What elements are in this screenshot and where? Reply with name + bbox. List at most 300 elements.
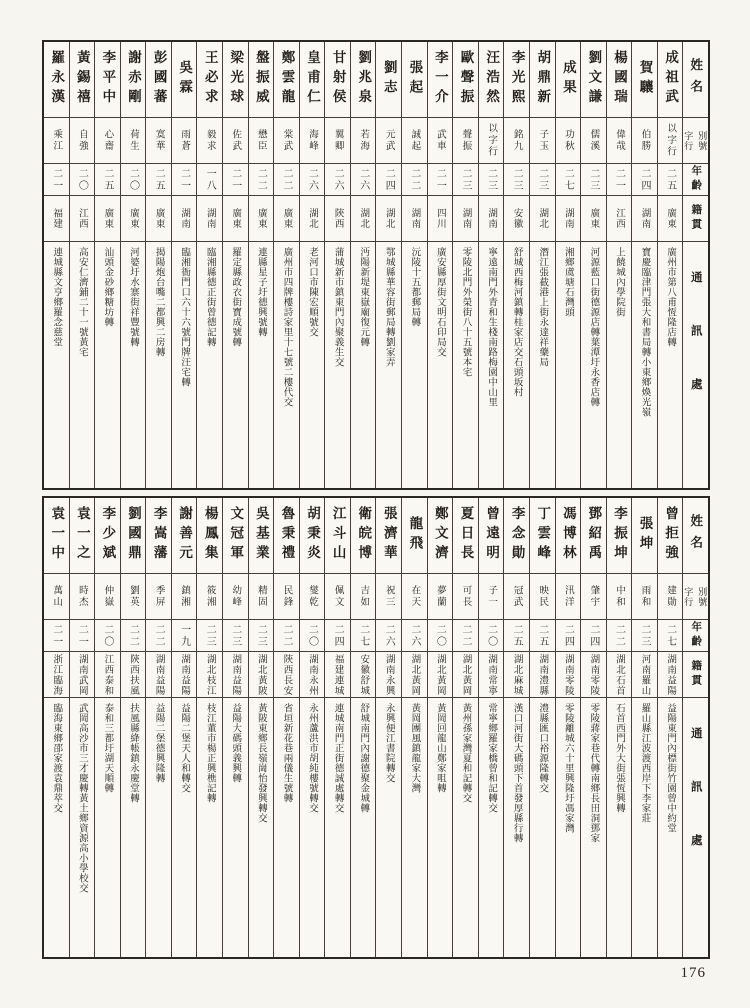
- alias-cell: [581, 118, 606, 164]
- person-address: 臨湘衙門口六十六號門牌汪宅轉: [179, 247, 190, 387]
- origin-cell: [581, 196, 606, 242]
- page-number: 176: [680, 965, 706, 981]
- name-cell: [402, 42, 427, 118]
- age-cell: [402, 164, 427, 196]
- person-name: 王必求: [202, 50, 218, 109]
- person-alias: 子玉: [537, 129, 548, 152]
- age-cell: [556, 620, 581, 652]
- person-alias: 鎮湘: [179, 585, 190, 608]
- name-cell: [556, 42, 581, 118]
- person-address: 揭陽炮台嘴二都興二房轉: [153, 247, 164, 357]
- name-cell: [146, 42, 171, 118]
- person-origin: 安徽: [511, 208, 522, 229]
- name-cell: [300, 42, 325, 118]
- person-origin: 廣東: [255, 208, 266, 229]
- origin-cell: [376, 196, 401, 242]
- origin-cell: [632, 196, 657, 242]
- address-cell: [249, 242, 274, 488]
- name-cell: [146, 498, 171, 574]
- alias-cell: [479, 118, 504, 164]
- header-courtesy-label: 字行: [683, 130, 694, 151]
- header-address-cell: [683, 698, 708, 957]
- directory-column: [120, 42, 146, 488]
- directory-table-1: [42, 40, 710, 490]
- directory-column: [503, 42, 529, 488]
- directory-column: [555, 498, 581, 957]
- alias-cell: [607, 574, 632, 620]
- alias-cell: [607, 118, 632, 164]
- address-cell: [197, 698, 222, 957]
- directory-column: [248, 498, 274, 957]
- origin-cell: [172, 196, 197, 242]
- alias-cell: [453, 574, 478, 620]
- person-alias: 冠武: [511, 585, 522, 608]
- directory-column: [222, 498, 248, 957]
- person-address: 老河口市陳宏順號交: [307, 247, 318, 337]
- person-origin: 湖南零陵: [562, 653, 573, 696]
- person-name: 袁一中: [49, 506, 65, 565]
- name-cell: [44, 498, 69, 574]
- origin-cell: [300, 196, 325, 242]
- person-name: 吳基業: [253, 506, 269, 565]
- name-cell: [95, 498, 120, 574]
- origin-cell: [556, 196, 581, 242]
- age-cell: [44, 164, 69, 196]
- name-cell: [249, 498, 274, 574]
- origin-cell: [556, 652, 581, 698]
- person-name: 成祖武: [663, 50, 679, 109]
- name-cell: [453, 42, 478, 118]
- person-alias: 筱湘: [204, 585, 215, 608]
- alias-cell: [351, 118, 376, 164]
- address-cell: [223, 698, 248, 957]
- header-origin-cell: [683, 196, 708, 242]
- person-origin: 湖北: [537, 208, 548, 229]
- age-cell: [351, 164, 376, 196]
- directory-column: [606, 42, 632, 488]
- person-origin: 湖北黃岡: [460, 653, 471, 696]
- person-alias: 中和: [613, 585, 624, 608]
- address-cell: [556, 242, 581, 488]
- header-name-cell: [683, 498, 708, 574]
- person-name: 汪浩然: [484, 50, 500, 109]
- directory-column: [120, 498, 146, 957]
- header-alias-label: 別號: [697, 130, 708, 151]
- origin-cell: [325, 196, 350, 242]
- person-name: 丁雲峰: [535, 506, 551, 565]
- person-origin: 安徽舒城: [358, 653, 369, 696]
- person-address: 蒲城新市鎮東門內聚義生交: [332, 247, 343, 367]
- age-cell: [274, 620, 299, 652]
- directory-column: [69, 498, 95, 957]
- person-name: 李平中: [100, 50, 116, 109]
- directory-column: [44, 42, 69, 488]
- alias-cell: [453, 118, 478, 164]
- alias-cell: [530, 574, 555, 620]
- address-cell: [325, 698, 350, 957]
- age-cell: [300, 164, 325, 196]
- person-age: 二五: [153, 167, 165, 192]
- person-name: 劉國鼎: [125, 506, 141, 565]
- person-address: 臨湘縣德正街曾德記轉: [204, 247, 215, 347]
- directory-column: [401, 498, 427, 957]
- directory-column: [324, 498, 350, 957]
- alias-cell: [146, 574, 171, 620]
- header-name-label: 姓名: [688, 58, 703, 101]
- address-cell: [146, 242, 171, 488]
- person-name: 魯秉禮: [279, 506, 295, 565]
- header-alias-cell: [683, 574, 708, 620]
- person-origin: 湖南零陵: [588, 653, 599, 696]
- address-cell: [146, 698, 171, 957]
- person-age: 二二: [153, 623, 165, 648]
- person-origin: 江西: [613, 208, 624, 229]
- name-cell: [70, 498, 95, 574]
- person-name: 曾拒強: [663, 506, 679, 565]
- person-alias: 萬山: [51, 585, 62, 608]
- address-cell: [658, 242, 683, 488]
- person-age: 二三: [229, 623, 241, 648]
- person-age: 二一: [178, 167, 190, 192]
- person-name: 歐聲振: [458, 50, 474, 109]
- person-age: 二三: [485, 167, 497, 192]
- person-age: 二〇: [485, 623, 497, 648]
- person-alias: 夢蘭: [434, 585, 445, 608]
- person-origin: 湖南: [562, 208, 573, 229]
- header-address-cell: [683, 242, 708, 488]
- person-origin: 湖北石首: [613, 653, 624, 696]
- origin-cell: [351, 196, 376, 242]
- person-age: 二五: [536, 623, 548, 648]
- name-cell: [581, 498, 606, 574]
- alias-cell: [325, 574, 350, 620]
- person-alias: 祝三: [383, 585, 394, 608]
- person-name: 鄭雲龍: [279, 50, 295, 109]
- name-cell: [121, 498, 146, 574]
- directory-column: [427, 498, 453, 957]
- person-age: 二七: [562, 167, 574, 192]
- person-origin: 浙江臨海: [51, 653, 62, 696]
- alias-cell: [376, 118, 401, 164]
- age-cell: [70, 620, 95, 652]
- address-cell: [44, 242, 69, 488]
- person-name: 彭國蕃: [151, 50, 167, 109]
- directory-column: [94, 498, 120, 957]
- header-age-cell: [683, 620, 708, 652]
- alias-cell: [274, 118, 299, 164]
- person-name: 馮博林: [560, 506, 576, 565]
- person-age: 二二: [408, 167, 420, 192]
- address-cell: [428, 698, 453, 957]
- person-alias: 佩文: [332, 585, 343, 608]
- origin-cell: [223, 196, 248, 242]
- address-cell: [121, 242, 146, 488]
- origin-cell: [402, 196, 427, 242]
- person-address: 漢口河街大碼頭下首發厚縣行轉: [511, 703, 522, 843]
- age-cell: [70, 164, 95, 196]
- alias-cell: [556, 574, 581, 620]
- origin-cell: [325, 652, 350, 698]
- person-origin: 湖北: [358, 208, 369, 229]
- address-cell: [70, 698, 95, 957]
- directory-column: [171, 498, 197, 957]
- name-cell: [402, 498, 427, 574]
- directory-column: [452, 498, 478, 957]
- person-address: 扶風縣絳帳鎮永慶堂轉: [127, 703, 138, 803]
- person-origin: 陝西: [332, 208, 343, 229]
- directory-column: [145, 42, 171, 488]
- person-alias: 偉哉: [613, 129, 624, 152]
- person-origin: 江西泰和: [102, 653, 113, 696]
- age-cell: [146, 164, 171, 196]
- person-alias: 以字行: [665, 123, 676, 158]
- address-cell: [300, 698, 325, 957]
- age-cell: [95, 164, 120, 196]
- origin-cell: [121, 196, 146, 242]
- person-address: 寶慶臨津門張大和書局轉小東鄉煥光嶺: [639, 247, 650, 417]
- alias-cell: [402, 574, 427, 620]
- person-alias: 仲嶽: [102, 585, 113, 608]
- directory-column: [350, 498, 376, 957]
- person-origin: 江西: [76, 208, 87, 229]
- person-age: 二一: [229, 167, 241, 192]
- person-age: 二三: [536, 167, 548, 192]
- origin-cell: [428, 652, 453, 698]
- age-cell: [351, 620, 376, 652]
- person-address: 益陽二堡天人和轉交: [179, 703, 190, 793]
- origin-cell: [658, 196, 683, 242]
- address-cell: [428, 242, 453, 488]
- person-alias: 乘江: [51, 129, 62, 152]
- person-name: 袁一之: [74, 506, 90, 565]
- person-address: 枝江董市楊正興樵記轉: [204, 703, 215, 803]
- directory-column: [631, 498, 657, 957]
- person-name: 鄭文濟: [432, 506, 448, 565]
- name-cell: [607, 42, 632, 118]
- alias-cell: [223, 574, 248, 620]
- origin-cell: [607, 196, 632, 242]
- person-origin: 陝西扶風: [127, 653, 138, 696]
- person-address: 黃岡回龍山鄭家咀轉: [434, 703, 445, 793]
- person-age: 二四: [383, 167, 395, 192]
- person-name: 楊鳳集: [202, 506, 218, 565]
- age-cell: [453, 164, 478, 196]
- name-cell: [556, 498, 581, 574]
- person-name: 梁光球: [228, 50, 244, 109]
- header-courtesy-label: 字行: [683, 586, 694, 607]
- name-cell: [197, 42, 222, 118]
- person-alias: 若海: [358, 129, 369, 152]
- address-cell: [95, 698, 120, 957]
- person-alias: 建勛: [665, 585, 676, 608]
- person-address: 永興便江書院轉交: [383, 703, 394, 783]
- origin-cell: [95, 652, 120, 698]
- age-cell: [223, 164, 248, 196]
- person-origin: 湖南: [179, 208, 190, 229]
- person-age: 二二: [127, 623, 139, 648]
- directory-column: [222, 42, 248, 488]
- person-alias: 燮乾: [307, 585, 318, 608]
- name-cell: [95, 42, 120, 118]
- name-cell: [376, 498, 401, 574]
- alias-cell: [121, 574, 146, 620]
- origin-cell: [70, 652, 95, 698]
- header-origin-label: 籍貫: [690, 660, 702, 689]
- directory-column: [580, 498, 606, 957]
- origin-cell: [249, 196, 274, 242]
- person-alias: 子一: [486, 585, 497, 608]
- person-alias: 雨蒼: [179, 129, 190, 152]
- person-age: 二三: [204, 623, 216, 648]
- directory-column: [503, 498, 529, 957]
- address-cell: [479, 242, 504, 488]
- person-age: 二五: [101, 167, 113, 192]
- alias-cell: [428, 574, 453, 620]
- person-age: 二〇: [306, 623, 318, 648]
- person-address: 黃陂東鄉長嶺崗怡發興轉交: [255, 703, 266, 823]
- name-cell: [607, 498, 632, 574]
- name-cell: [658, 498, 683, 574]
- person-address: 連城南門正街德誠處轉交: [332, 703, 343, 813]
- person-origin: 湖北枝江: [204, 653, 215, 696]
- name-cell: [70, 42, 95, 118]
- person-name: 鄧紹禹: [586, 506, 602, 565]
- age-cell: [95, 620, 120, 652]
- alias-cell: [197, 574, 222, 620]
- person-alias: 以字行: [486, 123, 497, 158]
- alias-cell: [121, 118, 146, 164]
- directory-column: [273, 42, 299, 488]
- header-origin-cell: [683, 652, 708, 698]
- person-age: 二〇: [434, 623, 446, 648]
- age-cell: [556, 164, 581, 196]
- person-address: 河源藍口街德源店轉葉潭圩永香店轉: [588, 247, 599, 407]
- person-name: 成果: [560, 60, 576, 99]
- person-address: 湘鄉虞塘石灣頭: [562, 247, 573, 317]
- age-cell: [223, 620, 248, 652]
- person-alias: 映民: [537, 585, 548, 608]
- origin-cell: [172, 652, 197, 698]
- person-age: 二一: [434, 167, 446, 192]
- address-cell: [274, 698, 299, 957]
- address-cell: [376, 698, 401, 957]
- person-origin: 福建連城: [332, 653, 343, 696]
- person-address: 鄂城縣華容街郵局轉劉家弄: [383, 247, 394, 367]
- origin-cell: [146, 652, 171, 698]
- directory-column: [350, 42, 376, 488]
- name-cell: [121, 42, 146, 118]
- alias-cell: [581, 574, 606, 620]
- person-address: 石首西門外大街張恆興轉: [613, 703, 624, 813]
- person-alias: 儒溪: [588, 129, 599, 152]
- alias-cell: [530, 118, 555, 164]
- age-cell: [632, 620, 657, 652]
- age-cell: [300, 620, 325, 652]
- person-alias: 肇宇: [588, 585, 599, 608]
- directory-column: [529, 498, 555, 957]
- address-cell: [632, 242, 657, 488]
- name-cell: [197, 498, 222, 574]
- header-name-label: 姓名: [688, 514, 703, 557]
- person-origin: 湖南武岡: [76, 653, 87, 696]
- age-cell: [44, 620, 69, 652]
- alias-cell: [249, 118, 274, 164]
- name-cell: [274, 42, 299, 118]
- directory-column: [299, 498, 325, 957]
- person-age: 二四: [639, 167, 651, 192]
- person-address: 益陽二堡德興隆轉: [153, 703, 164, 783]
- header-age-label: 年齡: [690, 621, 702, 650]
- origin-cell: [453, 652, 478, 698]
- person-alias: 伯勝: [639, 129, 650, 152]
- age-cell: [530, 620, 555, 652]
- directory-column: [580, 42, 606, 488]
- person-alias: 劉英: [127, 585, 138, 608]
- age-cell: [146, 620, 171, 652]
- person-address: 零陵離城六十里興隆圩馮家灣: [562, 703, 573, 833]
- name-cell: [428, 498, 453, 574]
- person-origin: 湖南益陽: [230, 653, 241, 696]
- age-cell: [453, 620, 478, 652]
- person-address: 黃岡團風鎮龍家大灣: [409, 703, 420, 793]
- address-cell: [351, 242, 376, 488]
- age-cell: [530, 164, 555, 196]
- origin-cell: [70, 196, 95, 242]
- origin-cell: [274, 196, 299, 242]
- name-cell: [530, 42, 555, 118]
- origin-cell: [530, 652, 555, 698]
- alias-cell: [479, 574, 504, 620]
- person-age: 二三: [460, 167, 471, 192]
- person-address: 沅陵十五都郵局轉: [409, 247, 420, 327]
- origin-cell: [581, 652, 606, 698]
- age-cell: [658, 620, 683, 652]
- alias-cell: [70, 574, 95, 620]
- address-cell: [530, 242, 555, 488]
- address-cell: [453, 698, 478, 957]
- directory-column: [196, 498, 222, 957]
- directory-column: [606, 498, 632, 957]
- person-name: 李振坤: [611, 506, 627, 565]
- alias-cell: [274, 574, 299, 620]
- name-cell: [249, 42, 274, 118]
- person-age: 二六: [357, 167, 369, 192]
- person-origin: 福建: [51, 208, 62, 229]
- person-origin: 廣東: [588, 208, 599, 229]
- alias-cell: [325, 118, 350, 164]
- person-address: 連縣星子圩德興號轉: [255, 247, 266, 337]
- address-cell: [581, 242, 606, 488]
- directory-column: [273, 498, 299, 957]
- person-origin: 湖南: [204, 208, 215, 229]
- person-address: 廣州市四牌樓詩家里十七號二樓代交: [281, 247, 292, 407]
- person-name: 夏日長: [458, 506, 474, 565]
- origin-cell: [44, 196, 69, 242]
- address-cell: [402, 242, 427, 488]
- directory-column: [44, 498, 69, 957]
- name-cell: [274, 498, 299, 574]
- origin-cell: [428, 196, 453, 242]
- person-alias: 寞華: [153, 129, 164, 152]
- age-cell: [172, 164, 197, 196]
- age-cell: [607, 620, 632, 652]
- alias-cell: [632, 118, 657, 164]
- person-age: 二一: [76, 623, 88, 648]
- person-alias: 雨和: [639, 585, 650, 608]
- directory-column: [529, 42, 555, 488]
- person-address: 常寧鄉羅家橋曾和記轉交: [486, 703, 497, 813]
- alias-cell: [402, 118, 427, 164]
